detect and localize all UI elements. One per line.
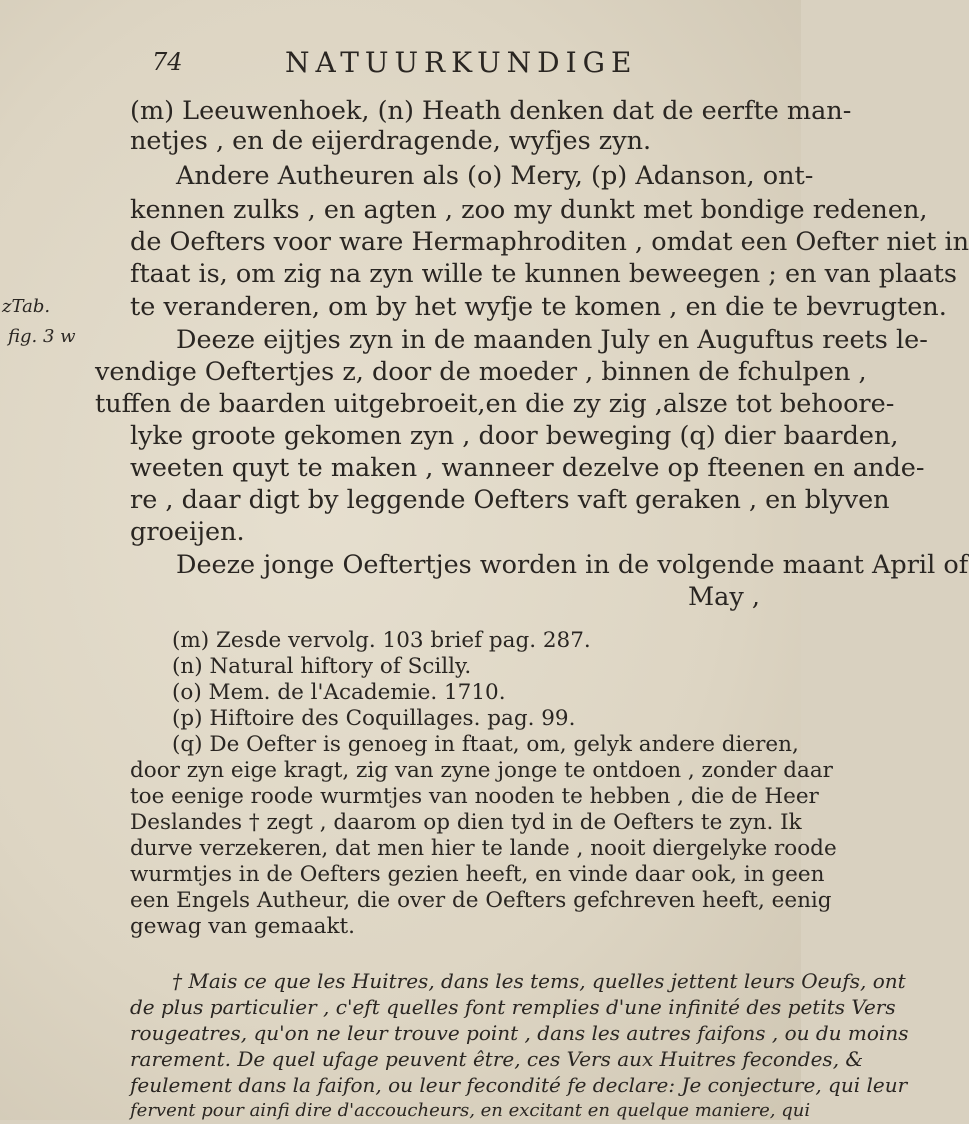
footnote-line: feulement dans la faifon, ou leur fecondité fe declare: Je conjecture, qui leur	[130, 1073, 908, 1097]
footnote-italic-part: fervent pour ainfi dire d'accoucheurs, en excitant en quelque maniere, qui	[130, 1100, 811, 1121]
note-line: wurmtjes in de Oefters gezien heeft, en vinde daar ook, in geen	[130, 862, 825, 887]
note-line: durve verzekeren, dat men hier te lande , nooit diergelyke roode	[130, 836, 837, 861]
body-line: groeijen.	[130, 517, 245, 547]
note-line: gewag van gemaakt.	[130, 914, 355, 939]
body-line: ftaat is, om zig na zyn wille te kunnen beweegen ; en van plaats	[130, 259, 957, 289]
note-line: (q) De Oefter is genoeg in ftaat, om, gelyk andere dieren,	[172, 732, 799, 757]
body-line: netjes , en de eijerdragende, wyfjes zyn.	[130, 126, 652, 156]
margin-note-figure: fig. 3 w	[8, 326, 76, 347]
running-title: NATUURKUNDIGE	[285, 46, 638, 79]
note-line: een Engels Autheur, die over de Oefters gefchreven heeft, eenig	[130, 888, 832, 913]
page-header	[0, 46, 801, 86]
body-line: vendige Oeftertjes z, door de moeder , binnen de fchulpen ,	[95, 357, 867, 387]
note-line: (m) Zesde vervolg. 103 brief pag. 287.	[172, 628, 591, 653]
note-line: (n) Natural hiftory of Scilly.	[172, 654, 472, 679]
footnote-line: † Mais ce que les Huitres, dans les tems, quelles jettent leurs Oeufs, ont	[172, 969, 906, 993]
body-line: de Oefters voor ware Hermaphroditen , omdat een Oefter niet in	[130, 227, 969, 257]
margin-note-plate: zTab.	[2, 296, 51, 317]
body-line: kennen zulks , en agten , zoo my dunkt met bondige redenen,	[130, 195, 928, 225]
note-line: door zyn eige kragt, zig van zyne jonge te ontdoen , zonder daar	[130, 758, 833, 783]
footnote-line: rougeatres, qu'on ne leur trouve point , dans les autres faifons , ou du moins	[130, 1021, 909, 1045]
footnote-line	[130, 1098, 810, 1124]
footnote-line: de plus particulier , c'eft quelles font remplies d'une infinité des petits Vers	[130, 995, 896, 1019]
page-number: 74	[152, 48, 183, 76]
note-line: (p) Hiftoire des Coquillages. pag. 99.	[172, 706, 576, 731]
body-line: re , daar digt by leggende Oefters vaft geraken , en blyven	[130, 485, 890, 515]
body-line: Deeze eijtjes zyn in de maanden July en Auguftus reets le-	[176, 325, 928, 355]
body-line: May ,	[688, 582, 760, 612]
body-line: te veranderen, om by het wyfje te komen , en die te bevrugten.	[130, 292, 947, 322]
note-line: Deslandes † zegt , daarom op dien tyd in de Oefters te zyn. Ik	[130, 810, 802, 835]
body-line: Deeze jonge Oeftertjes worden in de volgende maant April of	[176, 550, 969, 580]
note-line: toe eenige roode wurmtjes van nooden te hebben , die de Heer	[130, 784, 819, 809]
body-line: lyke groote gekomen zyn , door beweging (q) dier baarden,	[130, 421, 899, 451]
note-line: (o) Mem. de l'Academie. 1710.	[172, 680, 506, 705]
body-line: tuffen de baarden uitgebroeit,en die zy zig ,alsze tot behoore-	[95, 389, 895, 419]
footnote-line: rarement. De quel ufage peuvent être, ces Vers aux Huitres fecondes, &	[130, 1047, 864, 1071]
body-line: weeten quyt te maken , wanneer dezelve op fteenen en ande-	[130, 453, 925, 483]
body-line: (m) Leeuwenhoek, (n) Heath denken dat de eerfte man-	[130, 96, 852, 126]
body-line: Andere Autheuren als (o) Mery, (p) Adanson, ont-	[176, 161, 814, 191]
